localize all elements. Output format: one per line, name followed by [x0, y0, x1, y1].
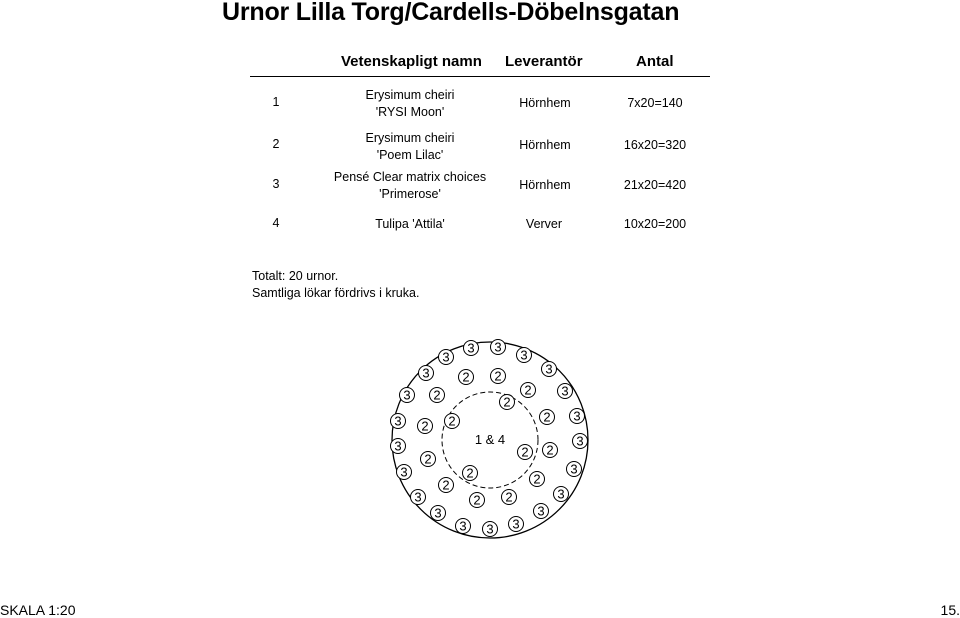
plant-3-marker-label: 3: [400, 464, 408, 480]
plant-3-marker-label: 3: [561, 383, 569, 399]
row-2-supplier: Hörnhem: [519, 138, 571, 152]
plant-3-marker-label: 3: [512, 516, 520, 532]
plant-2-marker-label: 2: [494, 368, 502, 384]
row-2-name-line1: Erysimum cheiri: [365, 131, 455, 145]
plant-2-marker-label: 2: [424, 451, 432, 467]
plant-3-marker-label: 3: [414, 489, 422, 505]
plant-2-marker-label: 2: [448, 413, 456, 429]
scale-label: SKALA 1:20: [0, 602, 76, 618]
row-2-quantity: 16x20=320: [623, 138, 687, 152]
plant-3-marker-label: 3: [494, 339, 502, 355]
row-3-quantity: 21x20=420: [623, 178, 687, 192]
row-3-name-line2: 'Primerose': [379, 187, 441, 201]
row-4-number: 4: [272, 216, 280, 230]
plant-2-marker-label: 2: [503, 394, 511, 410]
center-label: 1 & 4: [474, 432, 506, 447]
plant-3-marker-label: 3: [520, 347, 528, 363]
page-number: 15.: [940, 602, 960, 618]
plant-3-marker-label: 3: [459, 518, 467, 534]
plant-3-marker-label: 3: [557, 486, 565, 502]
row-4-supplier: Verver: [525, 217, 563, 231]
row-1-quantity: 7x20=140: [627, 96, 683, 110]
row-2-number: 2: [272, 137, 280, 151]
row-3-supplier: Hörnhem: [519, 178, 571, 192]
plant-2-marker-label: 2: [473, 492, 481, 508]
plant-2-marker-label: 2: [521, 444, 529, 460]
header-supplier: Leverantör: [505, 53, 583, 70]
row-1-supplier: Hörnhem: [519, 96, 571, 110]
notes-total: Totalt: 20 urnor.: [252, 269, 339, 283]
row-3-number: 3: [272, 177, 280, 191]
row-1-name-line1: Erysimum cheiri: [365, 88, 455, 102]
row-4-name: Tulipa 'Attila': [375, 217, 445, 231]
row-1-number: 1: [272, 95, 280, 109]
plant-3-marker-label: 3: [422, 365, 430, 381]
plant-3-marker-label: 3: [442, 349, 450, 365]
plant-2-marker-label: 2: [433, 387, 441, 403]
plant-3-marker-label: 3: [545, 361, 553, 377]
plant-2-marker-label: 2: [533, 471, 541, 487]
row-2-name-line2: 'Poem Lilac': [376, 148, 444, 162]
notes-bulbs: Samtliga lökar fördrivs i kruka.: [252, 286, 420, 300]
plant-2-marker-label: 2: [524, 382, 532, 398]
plant-2-marker-label: 2: [421, 418, 429, 434]
page-title: Urnor Lilla Torg/Cardells-Döbelnsgatan: [222, 0, 680, 26]
plant-3-marker-label: 3: [570, 461, 578, 477]
plant-3-marker-label: 3: [486, 521, 494, 537]
plant-3-marker-label: 3: [537, 503, 545, 519]
plant-2-marker-label: 2: [546, 442, 554, 458]
header-scientific-name: Vetenskapligt namn: [341, 53, 482, 70]
plant-2-marker-label: 2: [505, 489, 513, 505]
plant-3-marker-label: 3: [403, 387, 411, 403]
plant-2-marker-label: 2: [466, 465, 474, 481]
plant-3-marker-label: 3: [573, 408, 581, 424]
row-4-quantity: 10x20=200: [623, 217, 687, 231]
plant-3-marker-label: 3: [434, 505, 442, 521]
plant-3-marker-label: 3: [576, 433, 584, 449]
plant-3-marker-label: 3: [394, 438, 402, 454]
plant-2-marker-label: 2: [462, 369, 470, 385]
row-3-name-line1: Pensé Clear matrix choices: [333, 170, 487, 184]
plant-3-marker-label: 3: [394, 413, 402, 429]
plant-2-marker-label: 2: [442, 477, 450, 493]
plant-3-marker-label: 3: [467, 340, 475, 356]
plant-2-marker-label: 2: [543, 409, 551, 425]
header-quantity: Antal: [636, 53, 674, 70]
row-1-name-line2: 'RYSI Moon': [375, 105, 445, 119]
